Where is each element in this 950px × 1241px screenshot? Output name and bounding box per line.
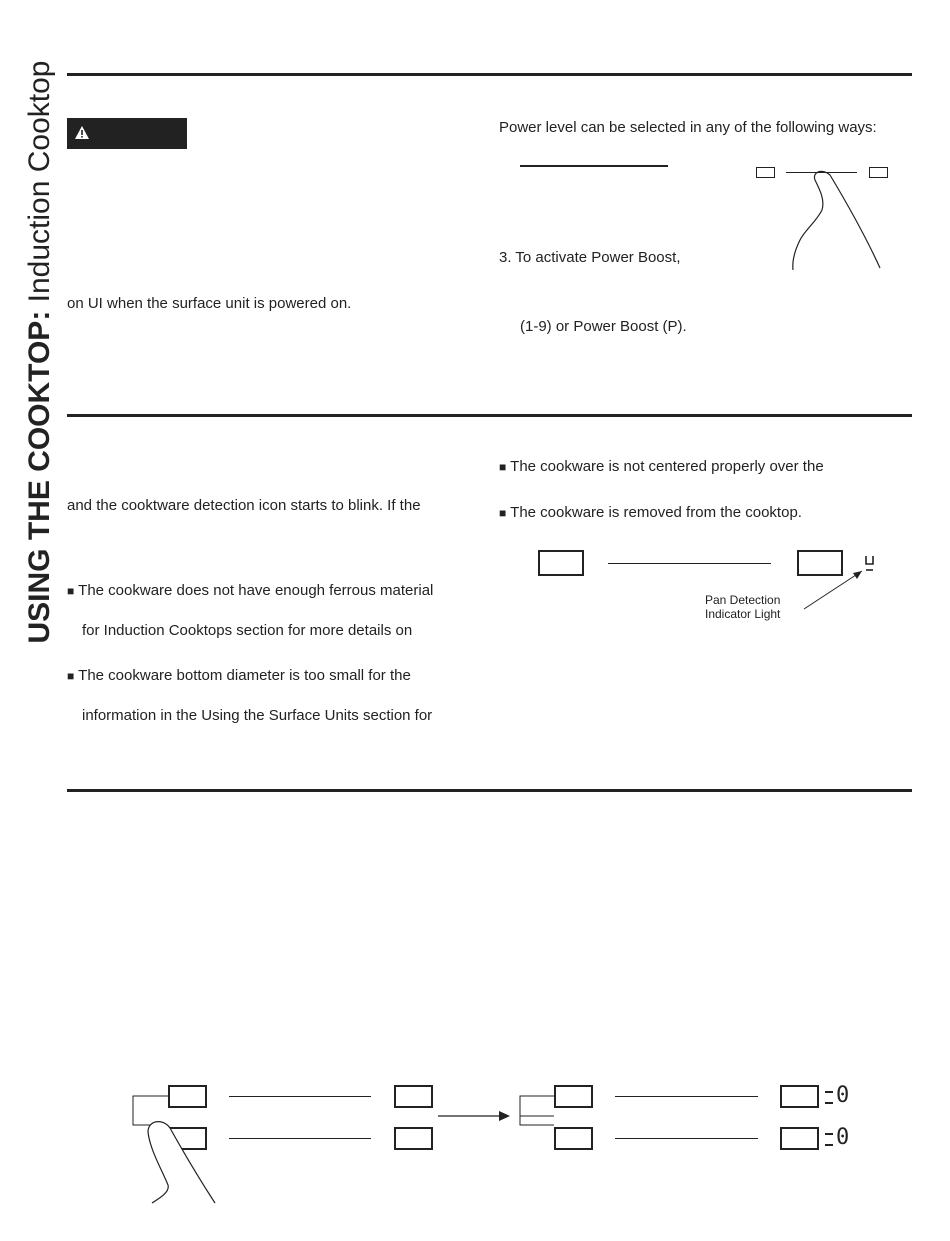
bullet-square: ■: [499, 506, 507, 520]
powered-on-text: on UI when the surface unit is powered on.: [67, 295, 352, 312]
indicator-label-line2: Indicator Light: [705, 607, 781, 621]
bullet-diameter-continued: information in the Using the Surface Units section for: [82, 707, 433, 724]
bullet-ferrous-text: The cookware does not have enough ferrous material: [78, 582, 434, 599]
power-level-display-top: 0: [836, 1083, 850, 1108]
indicator-label-line1: Pan Detection: [705, 593, 781, 607]
power-level-intro: Power level can be selected in any of the following ways:: [499, 119, 877, 136]
bullet-square: ■: [499, 460, 507, 474]
bullet-removed-text: The cookware is removed from the cooktop.: [510, 504, 802, 521]
step-3-text: 3. To activate Power Boost,: [499, 249, 681, 266]
detection-icon-text: and the cooktware detection icon starts to blink. If the: [67, 497, 421, 514]
sidebar-title-bold: USING THE COOKTOP:: [23, 310, 56, 644]
sidebar-title-light: Induction Cooktop: [23, 60, 56, 311]
bullet-square: ■: [67, 669, 75, 683]
power-level-display-bottom: 0: [836, 1125, 850, 1150]
step-3-continued: (1-9) or Power Boost (P).: [520, 318, 687, 335]
bullet-not-centered-text: The cookware is not centered properly over the: [510, 458, 824, 475]
bullet-diameter-text: The cookware bottom diameter is too small for the: [78, 667, 411, 684]
bullet-ferrous-continued: for Induction Cooktops section for more details on: [82, 622, 413, 639]
bullet-square: ■: [67, 584, 75, 598]
